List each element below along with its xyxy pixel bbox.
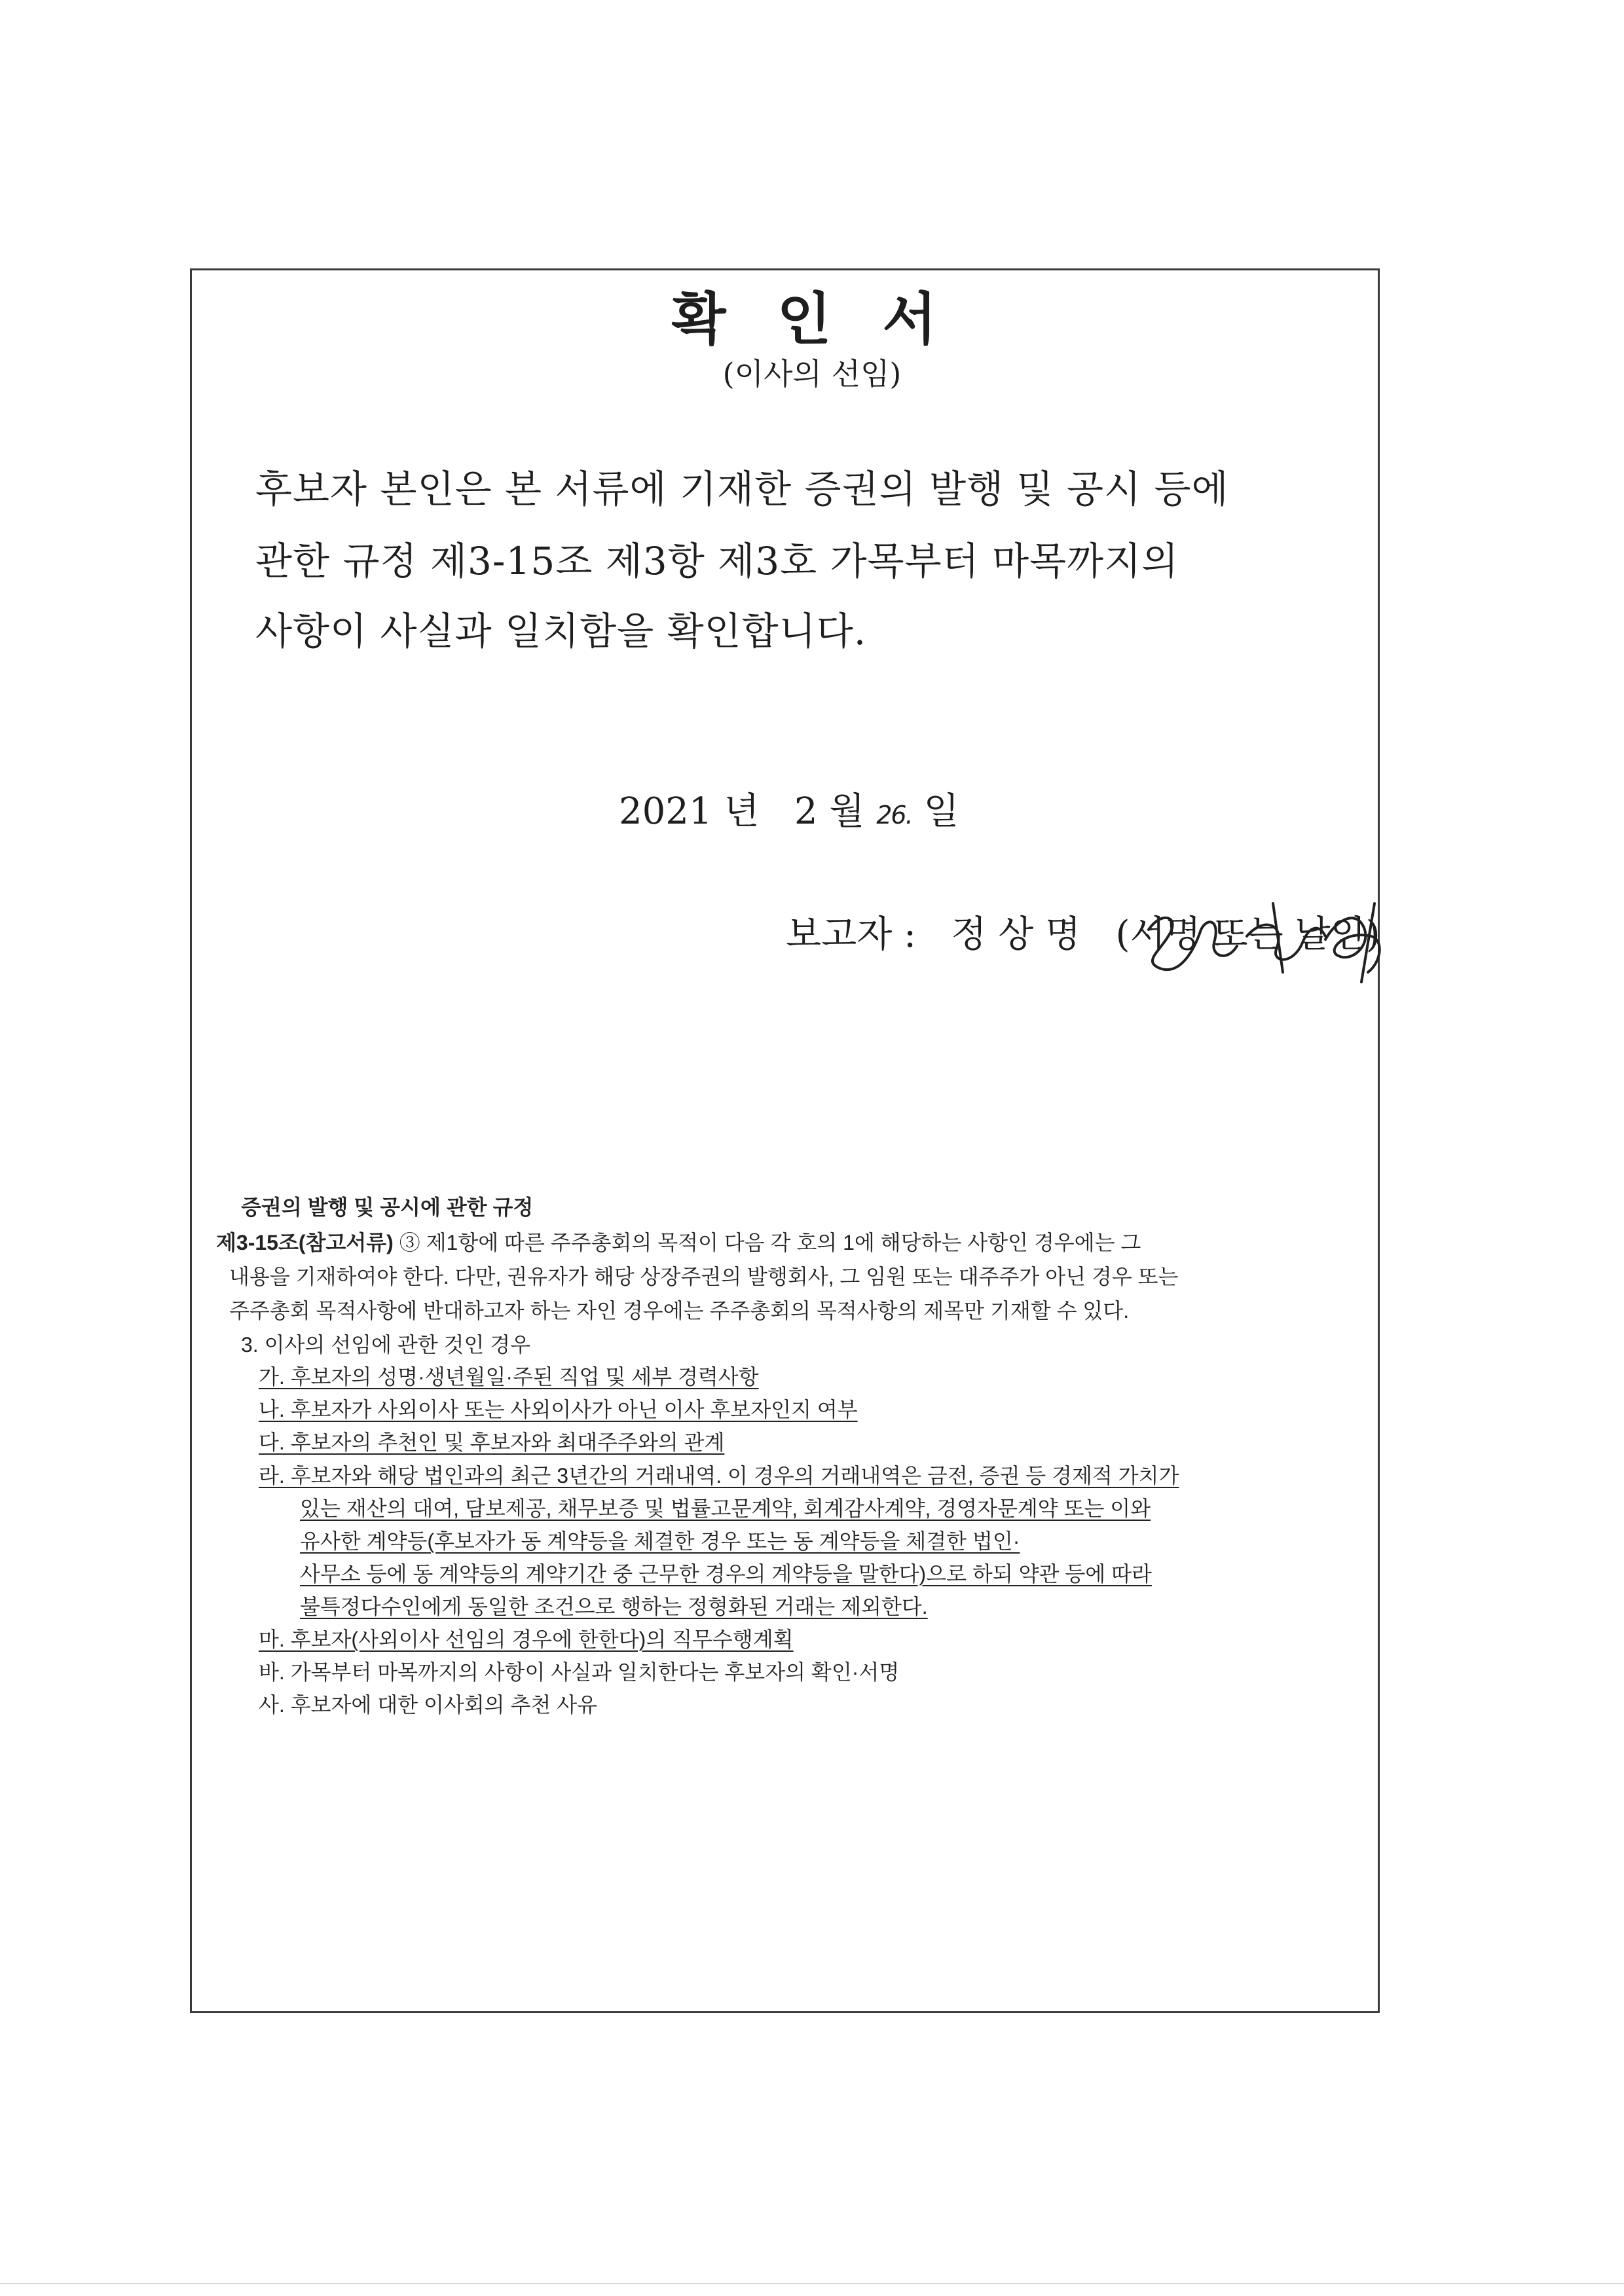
sub-item-ra-cont-1: 있는 재산의 대여, 담보제공, 채무보증 및 법률고문계약, 회계감사계약, 경영자문계약 또는 이와 — [300, 1497, 1151, 1520]
regulation-heading: 증권의 발행 및 공시에 관한 규정 — [241, 1195, 534, 1219]
date-day-unit: 일 — [923, 790, 959, 833]
signature-area — [1115, 913, 1380, 956]
sub-item-ra: 라. 후보자와 해당 법인과의 최근 3년간의 거래내역. 이 경우의 거래내역은 금전, 증권 등 경제적 가치가 — [259, 1464, 1179, 1487]
sub-item-na: 나. 후보자가 사외이사 또는 사외이사가 아닌 이사 후보자인지 여부 — [259, 1398, 858, 1421]
regulation-article-text: ③ 제1항에 따른 주주총회의 목적이 다음 각 호의 1에 해당하는 사항인 경우에는 그 — [393, 1231, 1141, 1254]
sub-item-ba: 바. 가목부터 마목까지의 사항이 사실과 일치한다는 후보자의 확인·서명 — [259, 1660, 900, 1684]
document-date — [619, 790, 959, 833]
regulation-item-3: 3. 이사의 선임에 관한 것인 경우 — [241, 1333, 531, 1357]
regulation-line-1: 내용을 기재하여야 한다. 다만, 권유자가 해당 상장주권의 발행회사, 그 임원 또는 대주주가 아닌 경우 또는 — [229, 1265, 1179, 1288]
date-day-handwritten: 26. — [876, 801, 912, 829]
date-month-unit: 월 — [829, 790, 865, 833]
sub-item-da: 다. 후보자의 추천인 및 후보자와 최대주주와의 관계 — [259, 1430, 725, 1454]
date-year: 2021 — [619, 790, 712, 833]
document-title: 확 인 서 — [671, 286, 953, 352]
regulation-line-2: 주주총회 목적사항에 반대하고자 하는 자인 경우에는 주주총회의 목적사항의 제목만 기재할 수 있다. — [229, 1299, 1130, 1322]
sub-item-ga: 가. 후보자의 성명·생년월일·주된 직업 및 세부 경력사항 — [259, 1365, 759, 1389]
scan-edge-line — [0, 2283, 1624, 2284]
body-line-2: 관한 규정 제3-15조 제3항 제3호 가목부터 마목까지의 — [255, 539, 1179, 583]
document-subtitle: (이사의 선임) — [722, 356, 902, 392]
document-frame — [190, 268, 1380, 2013]
date-month: 2 — [794, 790, 818, 833]
sub-item-ma: 마. 후보자(사외이사 선임의 경우에 한한다)의 직무수행계획 — [259, 1628, 794, 1651]
sign-note: (서명 또는 날인) — [1115, 913, 1380, 956]
reporter-line — [786, 913, 1380, 956]
sub-item-ra-cont-2: 유사한 계약등(후보자가 동 계약등을 체결한 경우 또는 동 계약등을 체결한 법인· — [300, 1529, 1020, 1553]
sub-item-sa: 사. 후보자에 대한 이사회의 추천 사유 — [259, 1693, 598, 1717]
regulation-article: 제3-15조(참고서류) — [216, 1231, 394, 1254]
date-year-unit: 년 — [724, 790, 760, 833]
sub-item-ra-cont-4: 불특정다수인에게 동일한 조건으로 행하는 정형화된 거래는 제외한다. — [300, 1595, 928, 1618]
reporter-name: 정 상 명 — [951, 913, 1081, 956]
regulation-article-line — [216, 1232, 1141, 1253]
handwritten-signature — [1122, 890, 1404, 989]
body-line-3: 사항이 사실과 일치함을 확인합니다. — [255, 609, 867, 653]
reporter-label: 보고자 : — [786, 913, 916, 956]
sub-item-ra-cont-3: 사무소 등에 동 계약등의 계약기간 중 근무한 경우의 계약등을 말한다)으로 하되 약관 등에 따라 — [300, 1562, 1152, 1586]
body-line-1: 후보자 본인은 본 서류에 기재한 증권의 발행 및 공시 등에 — [255, 467, 1229, 511]
